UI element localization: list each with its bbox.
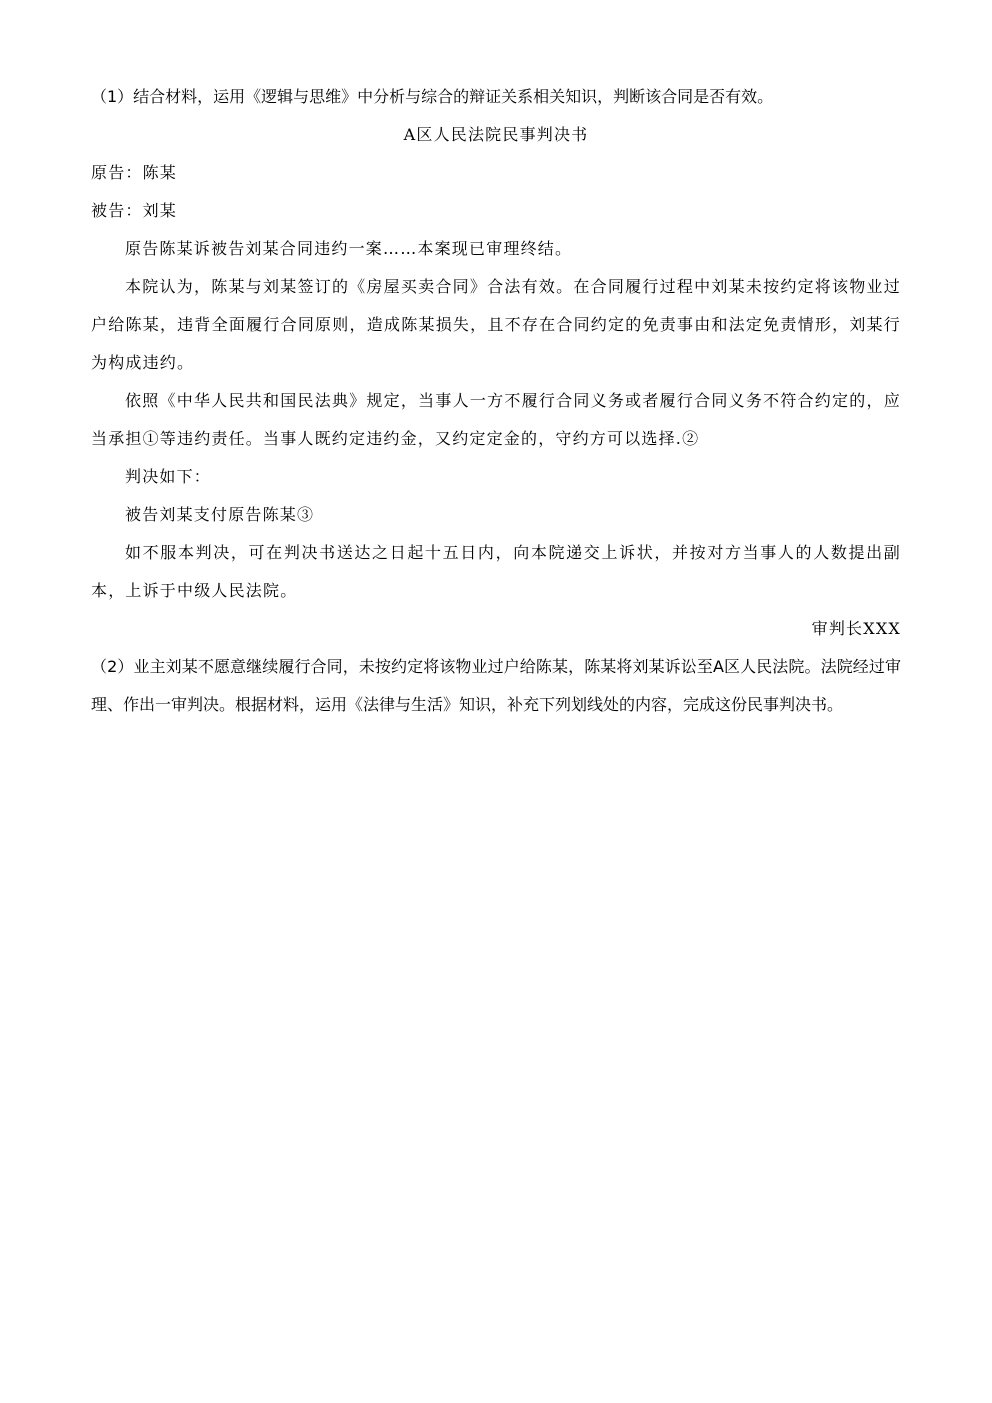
legal-basis: 依照《中华人民共和国民法典》规定，当事人一方不履行合同义务或者履行合同义务不符合约定的，应当承担①等违约责任。当事人既约定违约金，又约定定金的，守约方可以选择.②: [91, 391, 901, 448]
question-1: （1）结合材料，运用《逻辑与思维》中分析与综合的辩证关系相关知识，判断该合同是否有效。: [91, 87, 774, 106]
case-intro: 原告陈某诉被告刘某合同违约一案……本案现已审理终结。: [125, 239, 573, 258]
verdict-content: 被告刘某支付原告陈某③: [125, 505, 315, 524]
defendant-line: 被告：刘某: [91, 201, 178, 220]
document-page: [91, 78, 901, 724]
judgment-title: A区人民法院民事判决书: [403, 125, 589, 144]
question-2: （2）业主刘某不愿意继续履行合同，未按约定将该物业过户给陈某，陈某将刘某诉讼至A区人民法院。法院经过审理、作出一审判决。根据材料，运用《法律与生活》知识，补充下列划线处的内容，完成这份民事判决书。: [91, 657, 901, 714]
verdict-label: 判决如下：: [125, 467, 212, 486]
court-opinion: 本院认为，陈某与刘某签订的《房屋买卖合同》合法有效。在合同履行过程中刘某未按约定将该物业过户给陈某，违背全面履行合同原则，造成陈某损失，且不存在合同约定的免责事由和法定免责情形，刘某行为构成违约。: [91, 277, 901, 372]
appeal-notice: 如不服本判决，可在判决书送达之日起十五日内，向本院递交上诉状，并按对方当事人的人数提出副本，上诉于中级人民法院。: [91, 543, 901, 600]
plaintiff-line: 原告：陈某: [91, 163, 178, 182]
judge-signature: 审判长XXX: [811, 619, 901, 638]
